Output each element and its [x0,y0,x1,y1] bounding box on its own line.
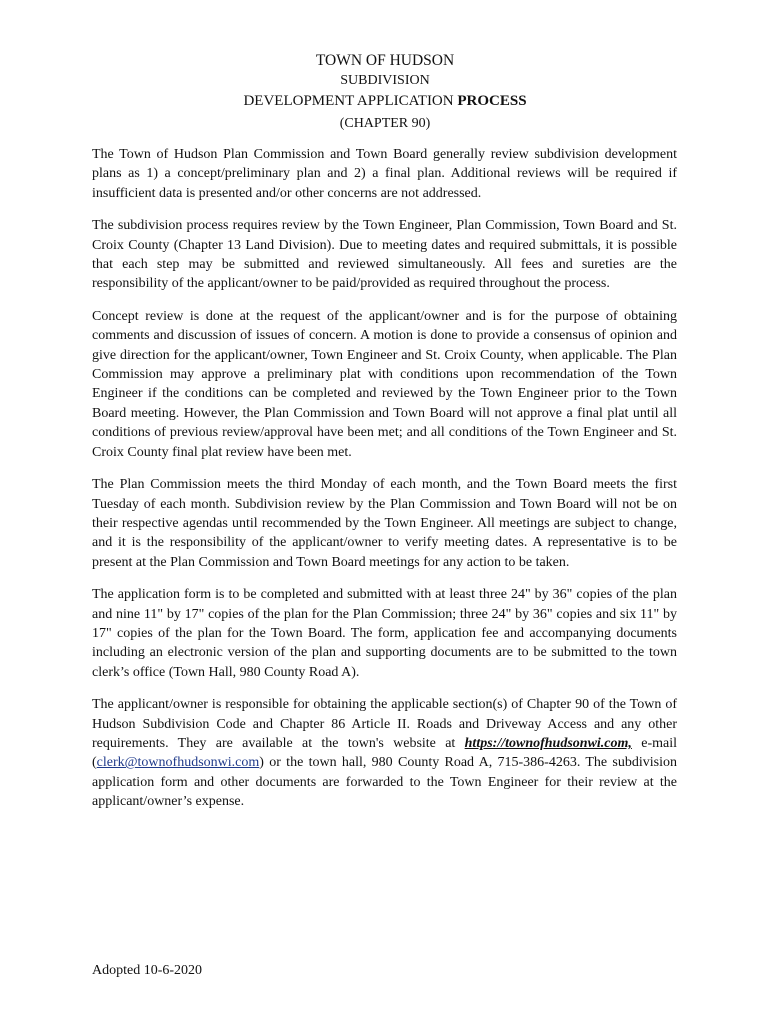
town-website-link[interactable]: https://townofhudsonwi.com, [464,735,632,751]
paragraph-review-overview: The Town of Hudson Plan Commission and Town Board generally review subdivision development plans as 1) a concept/preliminary plan and 2) a final plan. Additional reviews will be required if insufficient data is presented and/or other concerns are not addressed. [92,147,677,201]
document-title: TOWN OF HUDSON [315,52,455,69]
document-body [92,145,677,825]
document-header [0,51,770,134]
dev-title-bold: PROCESS [457,93,527,109]
p6-text-part2: e-mail ( [92,735,677,771]
paragraph-applicant-responsibility [92,695,677,811]
document-subtitle: SUBDIVISION [340,73,430,88]
p6-text-part1: The applicant/owner is responsible for obtaining the applicable section(s) of Chapter 90 of the Town of Hudson Subdivision Code and Chapter 86 Article II. Roads and Driveway Access and any other requirements. They are available at the town's website at [92,697,677,751]
chapter-label: (CHAPTER 90) [339,116,431,131]
p6-text-part3: ) or the town hall, 980 County Road A, 715-386-4263. The subdivision application form and other documents are forwarded to the Town Engineer for their review at the applicant/owner’s expense. [92,755,677,810]
paragraph-concept-review: Concept review is done at the request of the applicant/owner and is for the purpose of obtaining comments and discussion of issues of concern. A motion is done to provide a consensus of opinion and give direction for the applicant/owner, Town Engineer and St. Croix County, when applicable. The Plan Commission may approve a preliminary plat with conditions upon recommendation of the Town Engineer if the conditions can be completed and reviewed by the Town Engineer prior to the Town Board meeting. However, the Plan Commission and Town Board will not approve a final plat until all conditions of previous review/approval have been met; and all conditions of the Town Engineer and St. Croix County final plat review have been met. [92,308,677,460]
development-application-title [0,91,770,111]
adopted-date: Adopted 10-6-2020 [92,963,203,978]
dev-title-prefix: DEVELOPMENT APPLICATION [243,93,458,109]
paragraph-meeting-schedule: The Plan Commission meets the third Monday of each month, and the Town Board meets the first Tuesday of each month. Subdivision review by the Plan Commission and Town Board will not be on their respective agendas until recommended by the Town Engineer. All meetings are subject to change, and it is the responsibility of the applicant/owner to verify meeting dates. A representative is to be present at the Plan Commission and Town Board meetings for any action to be taken. [92,477,677,570]
paragraph-application-submission: The application form is to be completed and submitted with at least three 24" by 36" copies of the plan and nine 11" by 17" copies of the plan for the Plan Commission; three 24" by 36" copies and six 11" by 17" copies of the plan for the Town Board. The form, application fee and accompanying documents including an electronic version of the plan and supporting documents are to be submitted to the town clerk’s office (Town Hall, 980 County Road A). [92,587,677,680]
paragraph-process-requirements: The subdivision process requires review by the Town Engineer, Plan Commission, Town Board and St. Croix County (Chapter 13 Land Division). Due to meeting dates and required submittals, it is possible that each step may be submitted and reviewed simultaneously. All fees and sureties are the responsibility of the applicant/owner to be paid/provided as required throughout the process. [92,218,677,292]
clerk-email-link[interactable]: clerk@townofhudsonwi.com [96,755,260,771]
